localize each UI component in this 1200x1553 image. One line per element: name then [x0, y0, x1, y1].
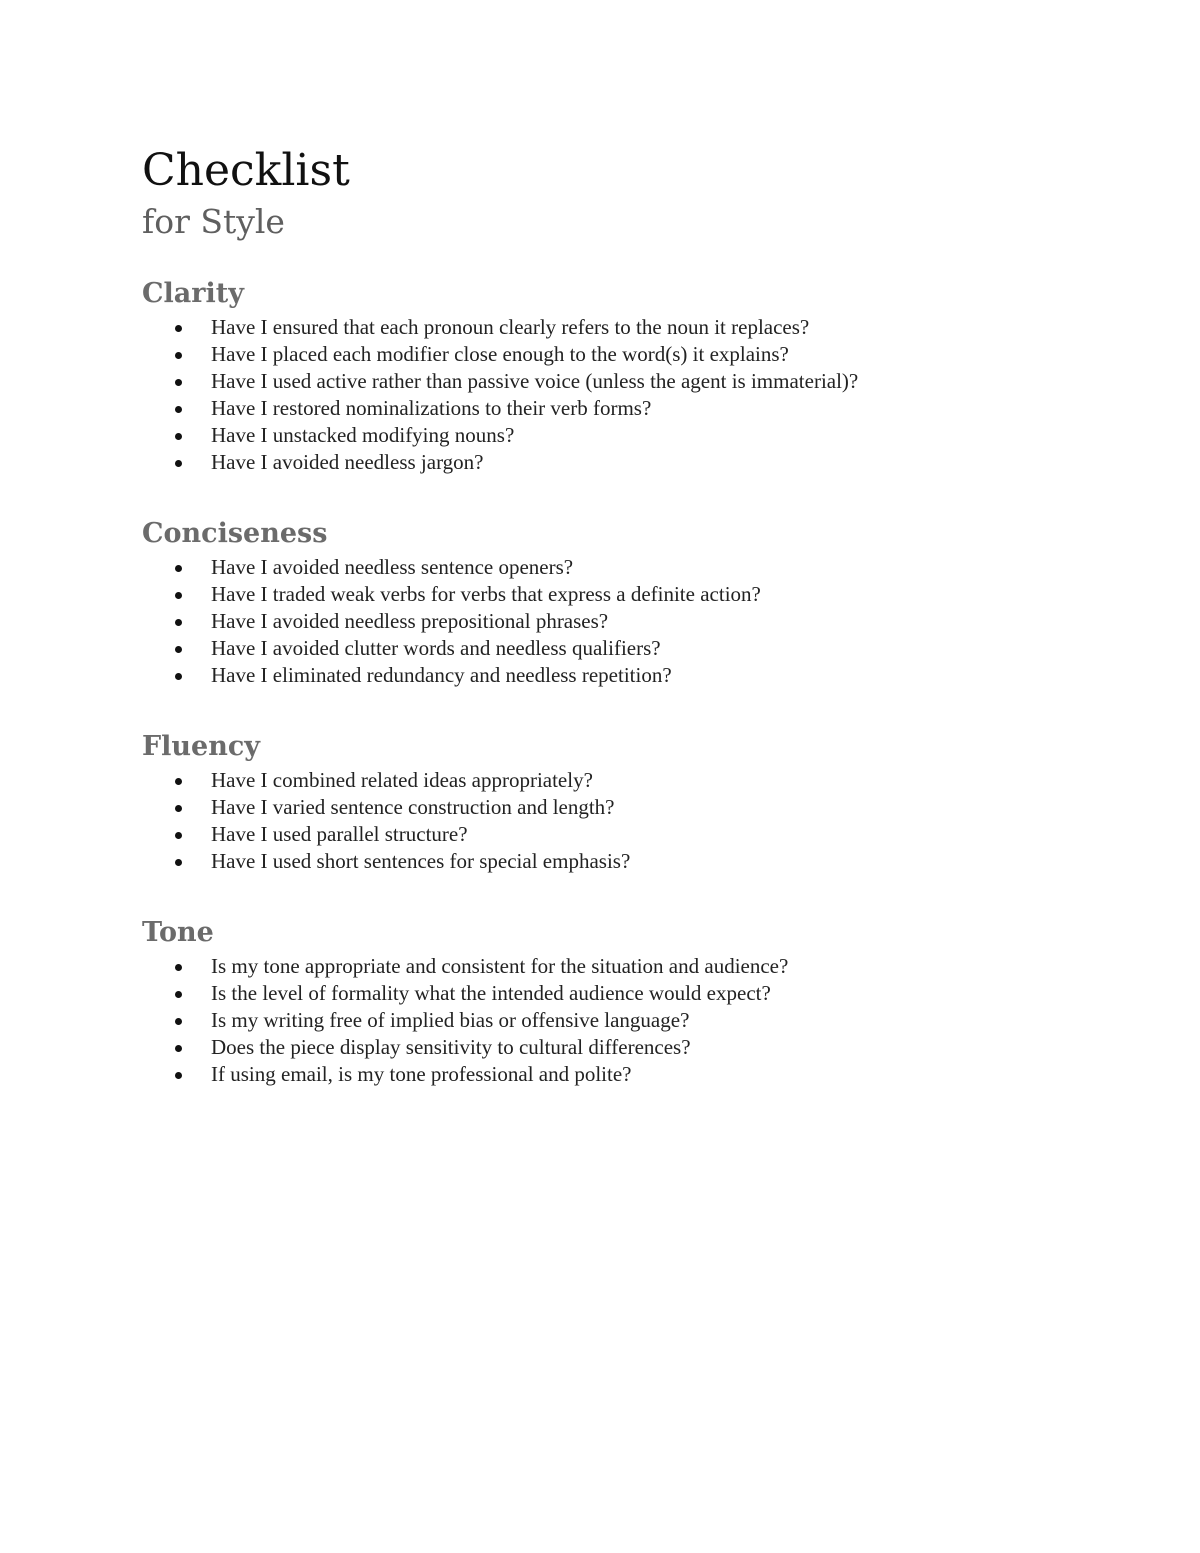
- list-item-text: Is the level of formality what the intended audience would expect?: [211, 981, 771, 1005]
- list-item-text: Have I restored nominalizations to their verb forms?: [211, 396, 652, 420]
- list-item: [142, 662, 1102, 689]
- section-clarity: [142, 276, 1102, 476]
- list-item-text: Have I avoided needless prepositional phrases?: [211, 609, 609, 633]
- list-item: [142, 368, 1102, 395]
- bullet-icon: [175, 325, 182, 332]
- list-item: [142, 821, 1102, 848]
- list-item: [142, 314, 1102, 341]
- list-item-text: Is my writing free of implied bias or offensive language?: [211, 1008, 690, 1032]
- checklist: [142, 314, 1102, 476]
- list-item: [142, 980, 1102, 1007]
- list-item-text: Have I unstacked modifying nouns?: [211, 423, 515, 447]
- section-heading: Clarity: [142, 278, 244, 309]
- list-item-text: Is my tone appropriate and consistent for the situation and audience?: [211, 954, 789, 978]
- section-conciseness: [142, 516, 1102, 689]
- list-item-text: Have I used parallel structure?: [211, 822, 468, 846]
- list-item-text: Have I ensured that each pronoun clearly refers to the noun it replaces?: [211, 315, 810, 339]
- list-item: [142, 395, 1102, 422]
- bullet-icon: [175, 646, 182, 653]
- page-subtitle: for Style: [142, 202, 285, 241]
- list-item: [142, 848, 1102, 875]
- list-item-text: Have I varied sentence construction and length?: [211, 795, 615, 819]
- page-title: Checklist: [142, 145, 350, 196]
- bullet-icon: [175, 991, 182, 998]
- bullet-icon: [175, 778, 182, 785]
- list-item-text: If using email, is my tone professional and polite?: [211, 1062, 632, 1086]
- checklist: [142, 953, 1102, 1088]
- bullet-icon: [175, 1072, 182, 1079]
- list-item-text: Have I combined related ideas appropriately?: [211, 768, 593, 792]
- bullet-icon: [175, 565, 182, 572]
- section-heading: Tone: [142, 917, 214, 948]
- bullet-icon: [175, 592, 182, 599]
- list-item-text: Have I avoided needless jargon?: [211, 450, 484, 474]
- bullet-icon: [175, 460, 182, 467]
- list-item-text: Have I avoided clutter words and needless qualifiers?: [211, 636, 661, 660]
- bullet-icon: [175, 379, 182, 386]
- list-item-text: Have I traded weak verbs for verbs that express a definite action?: [211, 582, 761, 606]
- bullet-icon: [175, 1018, 182, 1025]
- list-item: [142, 554, 1102, 581]
- list-item: [142, 581, 1102, 608]
- list-item-text: Have I placed each modifier close enough to the word(s) it explains?: [211, 342, 789, 366]
- list-item-text: Have I avoided needless sentence openers?: [211, 555, 574, 579]
- bullet-icon: [175, 805, 182, 812]
- list-item: [142, 1061, 1102, 1088]
- checklist: [142, 767, 1102, 875]
- bullet-icon: [175, 832, 182, 839]
- checklist: [142, 554, 1102, 689]
- bullet-icon: [175, 352, 182, 359]
- list-item-text: Have I used active rather than passive voice (unless the agent is immaterial)?: [211, 369, 859, 393]
- bullet-icon: [175, 1045, 182, 1052]
- list-item-text: Does the piece display sensitivity to cultural differences?: [211, 1035, 691, 1059]
- list-item: [142, 422, 1102, 449]
- list-item: [142, 767, 1102, 794]
- bullet-icon: [175, 406, 182, 413]
- bullet-icon: [175, 859, 182, 866]
- list-item: [142, 953, 1102, 980]
- section-heading: Conciseness: [142, 518, 328, 549]
- list-item: [142, 449, 1102, 476]
- section-fluency: [142, 729, 1102, 875]
- bullet-icon: [175, 673, 182, 680]
- list-item-text: Have I eliminated redundancy and needless repetition?: [211, 663, 672, 687]
- list-item: [142, 608, 1102, 635]
- document-page: [142, 142, 1102, 1088]
- bullet-icon: [175, 433, 182, 440]
- list-item: [142, 1034, 1102, 1061]
- section-tone: [142, 915, 1102, 1088]
- list-item: [142, 341, 1102, 368]
- list-item: [142, 794, 1102, 821]
- list-item: [142, 635, 1102, 662]
- bullet-icon: [175, 964, 182, 971]
- section-heading: Fluency: [142, 731, 260, 762]
- list-item-text: Have I used short sentences for special emphasis?: [211, 849, 631, 873]
- bullet-icon: [175, 619, 182, 626]
- list-item: [142, 1007, 1102, 1034]
